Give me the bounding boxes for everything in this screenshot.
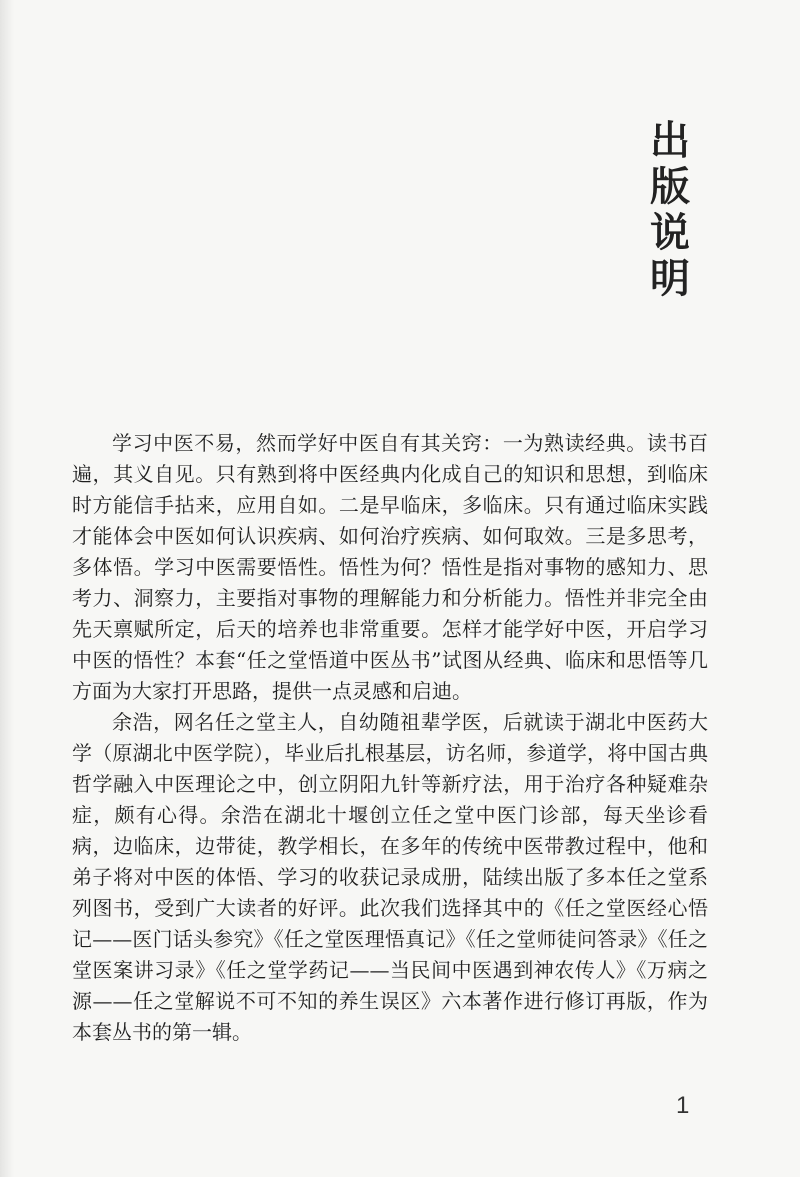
page-title: 出版说明 <box>650 117 690 302</box>
body-text <box>72 428 708 1048</box>
page-number: 1 <box>676 1092 690 1119</box>
paragraph-1: 学习中医不易，然而学好中医自有其关窍：一为熟读经典。读书百遍，其义自见。只有熟到将中医经典内化成自己的知识和思想，到临床时方能信手拈来，应用自如。二是早临床，多临床。只有通过临床实践才能体会中医如何认识疾病、如何治疗疾病、如何取效。三是多思考，多体悟。学习中医需要悟性。悟性为何？悟性是指对事物的感知力、思考力、洞察力，主要指对事物的理解能力和分析能力。悟性并非完全由先天禀赋所定，后天的培养也非常重要。怎样才能学好中医，开启学习中医的悟性？本套“任之堂悟道中医丛书”试图从经典、临床和思悟等几方面为大家打开思路，提供一点灵感和启迪。 <box>72 431 708 703</box>
page-edge-shadow <box>0 0 14 1177</box>
paragraph-2: 余浩，网名任之堂主人，自幼随祖辈学医，后就读于湖北中医药大学（原湖北中医学院），毕业后扎根基层，访名师，参道学，将中国古典哲学融入中医理论之中，创立阴阳九针等新疗法，用于治疗各种疑难杂症，颇有心得。余浩在湖北十堰创立任之堂中医门诊部，每天坐诊看病，边临床，边带徒，教学相长，在多年的传统中医带教过程中，他和弟子将对中医的体悟、学习的收获记录成册，陆续出版了多本任之堂系列图书，受到广大读者的好评。此次我们选择其中的《任之堂医经心悟记——医门话头参究》《任之堂医理悟真记》《任之堂师徒问答录》《任之堂医案讲习录》《任之堂学药记——当民间中医遇到神农传人》《万病之源——任之堂解说不可不知的养生误区》六本著作进行修订再版，作为本套丛书的第一辑。 <box>72 710 708 1044</box>
